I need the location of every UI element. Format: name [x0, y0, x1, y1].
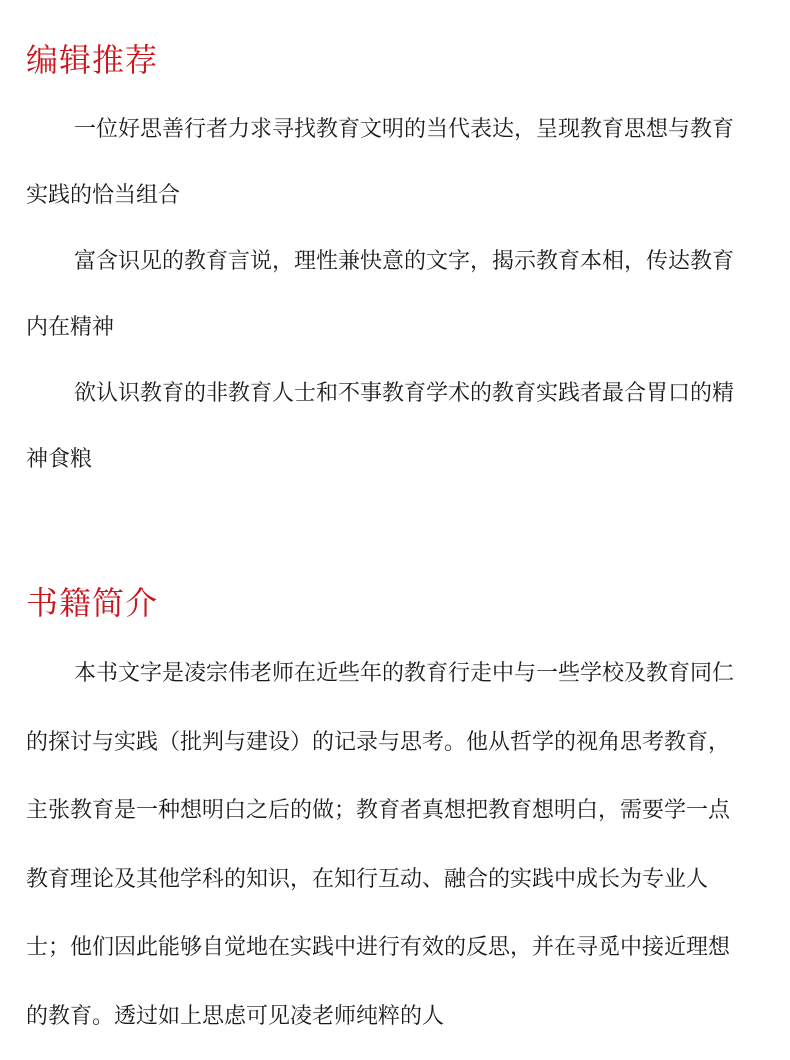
book-intro-paragraph: 本书文字是凌宗伟老师在近些年的教育行走中与一些学校及教育同仁的探讨与实践（批判与建设）的记录与思考。他从哲学的视角思考教育，主张教育是一种想明白之后的做；教育者真想把教育想明白，需要学一点教育理论及其他学科的知识，在知行互动、融合的实践中成长为专业人士；他们因此能够自觉地在实践中进行有效的反思，并在寻觅中接近理想的教育。透过如上思虑可见凌老师纯粹的人 [26, 661, 735, 1029]
recommendation-paragraph-3: 欲认识教育的非教育人士和不事教育学术的教育实践者最合胃口的精神食粮 [26, 381, 735, 472]
editor-recommendation-body [26, 97, 750, 493]
editor-recommendation-heading: 编辑推荐 [26, 41, 159, 79]
recommendation-paragraph-1: 一位好思善行者力求寻找教育文明的当代表达，呈现教育思想与教育实践的恰当组合 [26, 117, 735, 208]
book-intro-heading: 书籍简介 [26, 584, 159, 622]
book-intro-body [26, 640, 750, 1051]
recommendation-paragraph-2: 富含识见的教育言说，理性兼快意的文字，揭示教育本相，传达教育内在精神 [26, 249, 735, 340]
